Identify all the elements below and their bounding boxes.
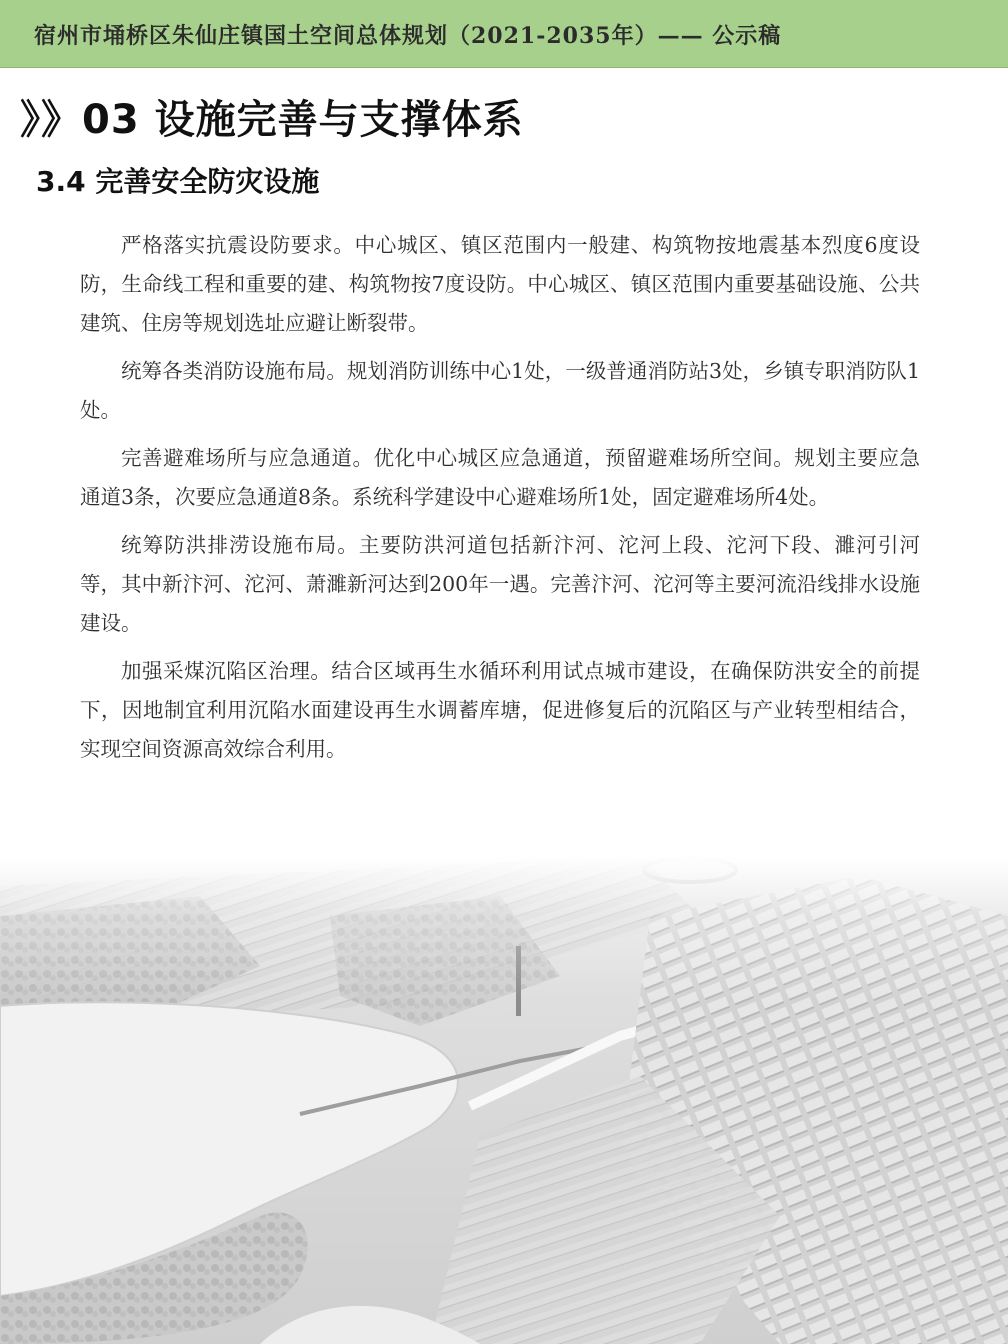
subsection-title: 3.4 完善安全防灾设施 bbox=[36, 165, 320, 198]
aerial-photo bbox=[0, 856, 1008, 1344]
paragraph-shelter: 完善避难场所与应急通道。优化中心城区应急通道，预留避难场所空间。规划主要应急通道3条，次要应急通道8条。系统科学建设中心避难场所1处，固定避难场所4处。 bbox=[80, 446, 920, 509]
paragraph-seismic: 严格落实抗震设防要求。中心城区、镇区范围内一般建、构筑物按地震基本烈度6度设防，生命线工程和重要的建、构筑物按7度设防。中心城区、镇区范围内重要基础设施、公共建筑、住房等规划选址应避让断裂带。 bbox=[80, 233, 920, 335]
paragraph-fire: 统筹各类消防设施布局。规划消防训练中心1处，一级普通消防站3处，乡镇专职消防队1处。 bbox=[80, 359, 920, 422]
section-title: 》》03 设施完善与支撑体系 bbox=[20, 97, 524, 143]
body-text bbox=[80, 226, 920, 778]
paragraph-subsidence: 加强采煤沉陷区治理。结合区域再生水循环利用试点城市建设，在确保防洪安全的前提下，因地制宜利用沉陷水面建设再生水调蓄库塘，促进修复后的沉陷区与产业转型相结合，实现空间资源高效综合利用。 bbox=[80, 659, 920, 761]
document-header-title: 宿州市埇桥区朱仙庄镇国土空间总体规划（2021-2035年）—— 公示稿 bbox=[34, 23, 782, 49]
paragraph-flood: 统筹防洪排涝设施布局。主要防洪河道包括新汴河、沱河上段、沱河下段、濉河引河等，其中新汴河、沱河、萧濉新河达到200年一遇。完善汴河、沱河等主要河流沿线排水设施建设。 bbox=[80, 533, 920, 635]
header-bar bbox=[0, 0, 1008, 68]
